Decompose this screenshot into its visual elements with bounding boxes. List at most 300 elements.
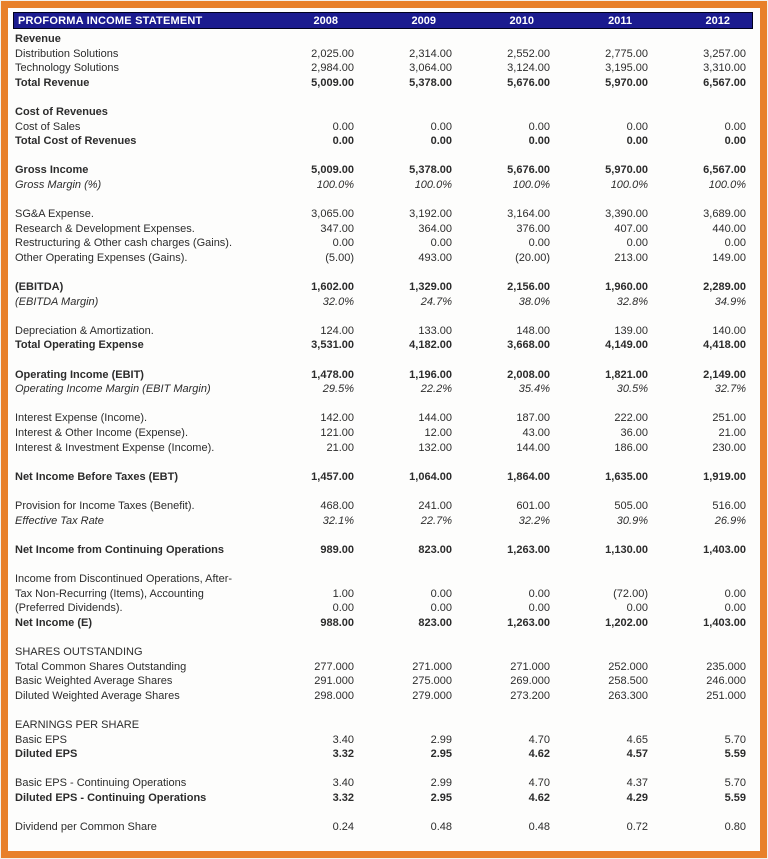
table-row (13, 660, 753, 675)
spacer-row (13, 455, 753, 470)
cell-value: 3,064.00 (409, 62, 452, 75)
cell-value: 3,668.00 (507, 339, 550, 352)
row-label: Gross Margin (%) (15, 178, 102, 191)
cell-value: 2.95 (430, 791, 452, 804)
cell-value (453, 32, 551, 47)
cell-value: 34.9% (714, 295, 746, 308)
cell-value: 35.4% (518, 383, 550, 396)
row-label: Diluted EPS (15, 748, 78, 761)
cell-value: 2,552.00 (507, 47, 550, 60)
cell-value (551, 718, 649, 733)
cell-value: 601.00 (516, 500, 550, 512)
spacer-row (13, 805, 753, 820)
row-label: SG&A Expense. (15, 208, 94, 221)
cell-value: 0.00 (430, 135, 452, 148)
row-label: Depreciation & Amortization. (15, 324, 154, 337)
cell-value: 30.9% (616, 514, 648, 527)
cell-value: 0.00 (724, 237, 746, 250)
cell-value: 3,531.00 (311, 339, 354, 352)
cell-value: 3,192.00 (409, 208, 452, 221)
cell-value (453, 645, 551, 660)
table-row (13, 572, 753, 587)
row-label: (Preferred Dividends). (15, 602, 123, 615)
cell-value: 823.00 (418, 616, 452, 629)
cell-value: 4.65 (626, 733, 648, 746)
cell-value: 2.95 (430, 748, 452, 761)
cell-value: 0.00 (332, 602, 354, 615)
cell-value: 0.00 (528, 587, 550, 600)
table-row (13, 338, 753, 353)
table-row (13, 674, 753, 689)
table-row (13, 368, 753, 383)
cell-value: 0.48 (528, 821, 550, 834)
cell-value: 149.00 (712, 251, 746, 264)
cell-value (355, 718, 453, 733)
cell-value: 100.0% (512, 178, 550, 191)
cell-value: 3.32 (332, 791, 354, 804)
row-label: Total Revenue (15, 76, 90, 89)
cell-value (649, 32, 747, 47)
cell-value: 1.00 (332, 587, 354, 600)
cell-value: 29.5% (322, 383, 354, 396)
row-label: Net Income Before Taxes (EBT) (15, 470, 179, 483)
table-row (13, 280, 753, 295)
spacer-row (13, 557, 753, 572)
cell-value: 258.500 (608, 675, 648, 688)
cell-value: 5,378.00 (409, 76, 452, 89)
cell-value: 3,065.00 (311, 208, 354, 221)
spacer-row (13, 353, 753, 368)
cell-value (453, 718, 551, 733)
cell-value (649, 105, 747, 120)
cell-value: 2.99 (430, 777, 452, 790)
row-label: Gross Income (15, 164, 89, 177)
cell-value: 989.00 (320, 543, 354, 556)
cell-value: (5.00) (325, 251, 354, 264)
year-column-header-2010: 2010 (509, 14, 534, 27)
table-row (13, 776, 753, 791)
row-label: (EBITDA Margin) (15, 295, 99, 308)
cell-value: 3,257.00 (703, 47, 746, 60)
cell-value: 1,960.00 (605, 281, 648, 294)
cell-value: 32.8% (616, 295, 648, 308)
cell-value: 3,195.00 (605, 62, 648, 75)
cell-value: 0.48 (430, 821, 452, 834)
table-row (13, 105, 753, 120)
cell-value: 347.00 (320, 222, 354, 235)
cell-value: 0.00 (430, 587, 452, 600)
cell-value: 4,418.00 (703, 339, 746, 352)
cell-value: 2,149.00 (703, 368, 746, 381)
cell-value: 32.2% (518, 514, 550, 527)
spacer-row (13, 397, 753, 412)
cell-value (649, 572, 747, 587)
cell-value: 440.00 (712, 222, 746, 235)
cell-value: 0.00 (724, 120, 746, 133)
row-label: SHARES OUTSTANDING (15, 645, 143, 658)
cell-value (257, 105, 355, 120)
cell-value: 2,984.00 (311, 62, 354, 75)
page-title: PROFORMA INCOME STATEMENT (18, 14, 203, 27)
cell-value: 0.00 (626, 602, 648, 615)
cell-value: 3.32 (332, 748, 354, 761)
cell-value: 298.000 (314, 689, 354, 702)
cell-value: 271.000 (412, 660, 452, 673)
table-row (13, 222, 753, 237)
cell-value (355, 572, 453, 587)
cell-value: 269.000 (510, 675, 550, 688)
cell-value (355, 645, 453, 660)
cell-value (453, 572, 551, 587)
row-label: Cost of Sales (15, 120, 81, 133)
row-label: Interest & Investment Expense (Income). (15, 441, 215, 454)
cell-value: 3,124.00 (507, 62, 550, 75)
cell-value: 0.00 (528, 602, 550, 615)
cell-value: 407.00 (614, 222, 648, 235)
year-column-header-2008: 2008 (313, 14, 338, 27)
cell-value: (72.00) (613, 587, 648, 600)
row-label: Diluted EPS - Continuing Operations (15, 791, 207, 804)
cell-value: 468.00 (320, 500, 354, 512)
row-label: Distribution Solutions (15, 47, 119, 60)
cell-value: 273.200 (510, 689, 550, 702)
cell-value: 2,775.00 (605, 47, 648, 60)
cell-value (551, 572, 649, 587)
table-row (13, 382, 753, 397)
cell-value: 3,390.00 (605, 208, 648, 221)
cell-value: 5,676.00 (507, 76, 550, 89)
cell-value: 100.0% (708, 178, 746, 191)
cell-value: 0.00 (528, 135, 550, 148)
cell-value: 132.00 (418, 441, 452, 454)
cell-value: 5,970.00 (605, 76, 648, 89)
cell-value: 1,263.00 (507, 616, 550, 629)
row-label: (EBITDA) (15, 281, 64, 294)
cell-value: 1,202.00 (605, 616, 648, 629)
table-row (13, 61, 753, 76)
cell-value: 2,314.00 (409, 47, 452, 60)
table-row (13, 207, 753, 222)
cell-value: 0.00 (528, 120, 550, 133)
cell-value: 222.00 (614, 412, 648, 425)
spacer-row (13, 149, 753, 164)
cell-value: 5.59 (724, 748, 746, 761)
cell-value: 213.00 (614, 251, 648, 264)
year-column-header-2009: 2009 (411, 14, 436, 27)
cell-value: 32.7% (714, 383, 746, 396)
cell-value: 144.00 (418, 412, 452, 425)
cell-value: 4.29 (626, 791, 648, 804)
cell-value: 0.00 (332, 120, 354, 133)
cell-value: 5,378.00 (409, 164, 452, 177)
cell-value (257, 32, 355, 47)
table-row (13, 47, 753, 62)
cell-value: 30.5% (616, 383, 648, 396)
spacer-row (13, 266, 753, 281)
spacer-row (13, 484, 753, 499)
cell-value: 2,156.00 (507, 281, 550, 294)
table-row (13, 733, 753, 748)
table-row (13, 514, 753, 529)
cell-value: 3.40 (332, 777, 354, 790)
row-label: Income from Discontinued Operations, After- (15, 572, 233, 585)
row-label: Operating Income Margin (EBIT Margin) (15, 383, 211, 396)
cell-value: 0.00 (626, 237, 648, 250)
table-row (13, 718, 753, 733)
cell-value: 21.00 (326, 441, 354, 454)
cell-value: 4.62 (528, 748, 550, 761)
cell-value: 5.59 (724, 791, 746, 804)
cell-value (257, 645, 355, 660)
cell-value: 505.00 (614, 500, 648, 512)
cell-value: 0.00 (332, 135, 354, 148)
cell-value: 251.00 (712, 412, 746, 425)
cell-value: 6,567.00 (703, 164, 746, 177)
cell-value: 124.00 (320, 324, 354, 337)
cell-value: 0.00 (430, 602, 452, 615)
cell-value: 235.000 (706, 660, 746, 673)
spacer-row (13, 90, 753, 105)
table-row (13, 499, 753, 514)
cell-value: 0.00 (626, 120, 648, 133)
cell-value (257, 718, 355, 733)
cell-value: 22.7% (420, 514, 452, 527)
spacer-row (13, 762, 753, 777)
cell-value: 0.00 (724, 587, 746, 600)
cell-value: 100.0% (316, 178, 354, 191)
cell-value: 140.00 (712, 324, 746, 337)
cell-value: 988.00 (320, 616, 354, 629)
cell-value: 1,263.00 (507, 543, 550, 556)
cell-value: 493.00 (418, 251, 452, 264)
year-column-header-2011: 2011 (608, 14, 632, 27)
cell-value: 186.00 (614, 441, 648, 454)
cell-value: 241.00 (418, 500, 452, 512)
table-row (13, 645, 753, 660)
table-row (13, 295, 753, 310)
cell-value: 1,403.00 (703, 616, 746, 629)
cell-value: 0.24 (332, 821, 354, 834)
cell-value: 5,970.00 (605, 164, 648, 177)
row-label: Cost of Revenues (15, 105, 108, 118)
cell-value: 0.00 (430, 237, 452, 250)
row-label: Operating Income (EBIT) (15, 368, 144, 381)
income-statement (8, 8, 760, 835)
cell-value: 263.300 (608, 689, 648, 702)
cell-value: 133.00 (418, 324, 452, 337)
table-row (13, 134, 753, 149)
table-row (13, 120, 753, 135)
spacer-row (13, 703, 753, 718)
table-row (13, 411, 753, 426)
cell-value: 1,130.00 (605, 543, 648, 556)
cell-value: 823.00 (418, 543, 452, 556)
cell-value (649, 718, 747, 733)
cell-value: 3.40 (332, 733, 354, 746)
cell-value: 36.00 (620, 427, 648, 440)
cell-value: 1,196.00 (409, 368, 452, 381)
cell-value: 5,009.00 (311, 76, 354, 89)
table-row (13, 616, 753, 631)
row-label: Basic EPS - Continuing Operations (15, 777, 187, 790)
cell-value: 252.000 (608, 660, 648, 673)
cell-value (257, 572, 355, 587)
cell-value: 139.00 (614, 324, 648, 337)
row-label: Other Operating Expenses (Gains). (15, 251, 188, 264)
cell-value: 3,310.00 (703, 62, 746, 75)
table-row (13, 441, 753, 456)
year-column-header-2012: 2012 (705, 14, 730, 27)
row-label: Provision for Income Taxes (Benefit). (15, 500, 195, 512)
cell-value: 251.000 (706, 689, 746, 702)
cell-value: 275.000 (412, 675, 452, 688)
cell-value: 2.99 (430, 733, 452, 746)
cell-value: 1,064.00 (409, 470, 452, 483)
cell-value: 4.57 (626, 748, 648, 761)
cell-value: 21.00 (718, 427, 746, 440)
row-label: Tax Non-Recurring (Items), Accounting (15, 587, 204, 600)
cell-value: 2,289.00 (703, 281, 746, 294)
row-label: Research & Development Expenses. (15, 222, 195, 235)
cell-value: 3,164.00 (507, 208, 550, 221)
cell-value: 0.80 (724, 821, 746, 834)
cell-value: 0.00 (332, 237, 354, 250)
cell-value: 1,919.00 (703, 470, 746, 483)
table-row (13, 587, 753, 602)
row-label: Interest & Other Income (Expense). (15, 427, 189, 440)
cell-value: 1,864.00 (507, 470, 550, 483)
table-row (13, 689, 753, 704)
cell-value: 2,008.00 (507, 368, 550, 381)
cell-value (551, 645, 649, 660)
row-label: Effective Tax Rate (15, 514, 104, 527)
cell-value: 1,329.00 (409, 281, 452, 294)
cell-value: 26.9% (714, 514, 746, 527)
cell-value: 12.00 (424, 427, 452, 440)
cell-value: 1,403.00 (703, 543, 746, 556)
row-label: Total Cost of Revenues (15, 135, 137, 148)
cell-value: 0.72 (626, 821, 648, 834)
cell-value: 0.00 (528, 237, 550, 250)
spacer-row (13, 630, 753, 645)
spacer-row (13, 193, 753, 208)
cell-value: 6,567.00 (703, 76, 746, 89)
cell-value: 279.000 (412, 689, 452, 702)
cell-value: 4.70 (528, 733, 550, 746)
table-row (13, 236, 753, 251)
row-label: Diluted Weighted Average Shares (15, 689, 180, 702)
table-row (13, 163, 753, 178)
cell-value (649, 645, 747, 660)
cell-value: 1,478.00 (311, 368, 354, 381)
cell-value: 24.7% (420, 295, 452, 308)
cell-value: 230.00 (712, 441, 746, 454)
cell-value: 4,149.00 (605, 339, 648, 352)
table-row (13, 32, 753, 47)
cell-value (355, 32, 453, 47)
row-label: Net Income from Continuing Operations (15, 543, 225, 556)
table-row (13, 324, 753, 339)
row-label: Total Common Shares Outstanding (15, 660, 187, 673)
cell-value: 291.000 (314, 675, 354, 688)
cell-value: 3,689.00 (703, 208, 746, 221)
row-label: Interest Expense (Income). (15, 412, 148, 425)
cell-value: 516.00 (712, 500, 746, 512)
table-row (13, 178, 753, 193)
cell-value: 100.0% (610, 178, 648, 191)
cell-value: 4.62 (528, 791, 550, 804)
table-row (13, 601, 753, 616)
cell-value: 1,821.00 (605, 368, 648, 381)
cell-value: 4,182.00 (409, 339, 452, 352)
table-row (13, 747, 753, 762)
table-row (13, 820, 753, 835)
cell-value: 43.00 (522, 427, 550, 440)
cell-value: 38.0% (518, 295, 550, 308)
table-row (13, 791, 753, 806)
row-label: Basic EPS (15, 733, 67, 746)
document-frame (1, 1, 767, 858)
row-label: Net Income (E) (15, 616, 93, 629)
cell-value: 376.00 (516, 222, 550, 235)
cell-value: 0.00 (430, 120, 452, 133)
table-row (13, 543, 753, 558)
row-label: Restructuring & Other cash charges (Gains). (15, 237, 233, 250)
cell-value: 5,009.00 (311, 164, 354, 177)
row-label: Technology Solutions (15, 62, 119, 75)
cell-value (551, 105, 649, 120)
cell-value: 5.70 (724, 733, 746, 746)
cell-value: 187.00 (516, 412, 550, 425)
row-label: Revenue (15, 33, 61, 45)
cell-value: 1,635.00 (605, 470, 648, 483)
cell-value: 148.00 (516, 324, 550, 337)
cell-value: 0.00 (724, 602, 746, 615)
spacer-row (13, 528, 753, 543)
cell-value: 100.0% (414, 178, 452, 191)
row-label: Dividend per Common Share (15, 821, 157, 834)
spacer-row (13, 309, 753, 324)
table-row (13, 426, 753, 441)
cell-value: 121.00 (320, 427, 354, 440)
cell-value: 1,457.00 (311, 470, 354, 483)
cell-value: 5.70 (724, 777, 746, 790)
row-label: EARNINGS PER SHARE (15, 718, 140, 731)
cell-value: 271.000 (510, 660, 550, 673)
cell-value: 5,676.00 (507, 164, 550, 177)
row-label: Total Operating Expense (15, 339, 144, 352)
cell-value: 32.0% (322, 295, 354, 308)
statement-header-bar (13, 12, 753, 29)
table-row (13, 76, 753, 91)
cell-value: 22.2% (420, 383, 452, 396)
cell-value: 277.000 (314, 660, 354, 673)
cell-value (355, 105, 453, 120)
cell-value: (20.00) (515, 251, 550, 264)
cell-value: 364.00 (418, 222, 452, 235)
statement-rows (13, 32, 753, 835)
table-row (13, 470, 753, 485)
table-row (13, 251, 753, 266)
cell-value (551, 32, 649, 47)
cell-value: 2,025.00 (311, 47, 354, 60)
cell-value: 0.00 (724, 135, 746, 148)
cell-value: 142.00 (320, 412, 354, 425)
cell-value: 4.70 (528, 777, 550, 790)
cell-value: 246.000 (706, 675, 746, 688)
cell-value: 1,602.00 (311, 281, 354, 294)
cell-value (453, 105, 551, 120)
